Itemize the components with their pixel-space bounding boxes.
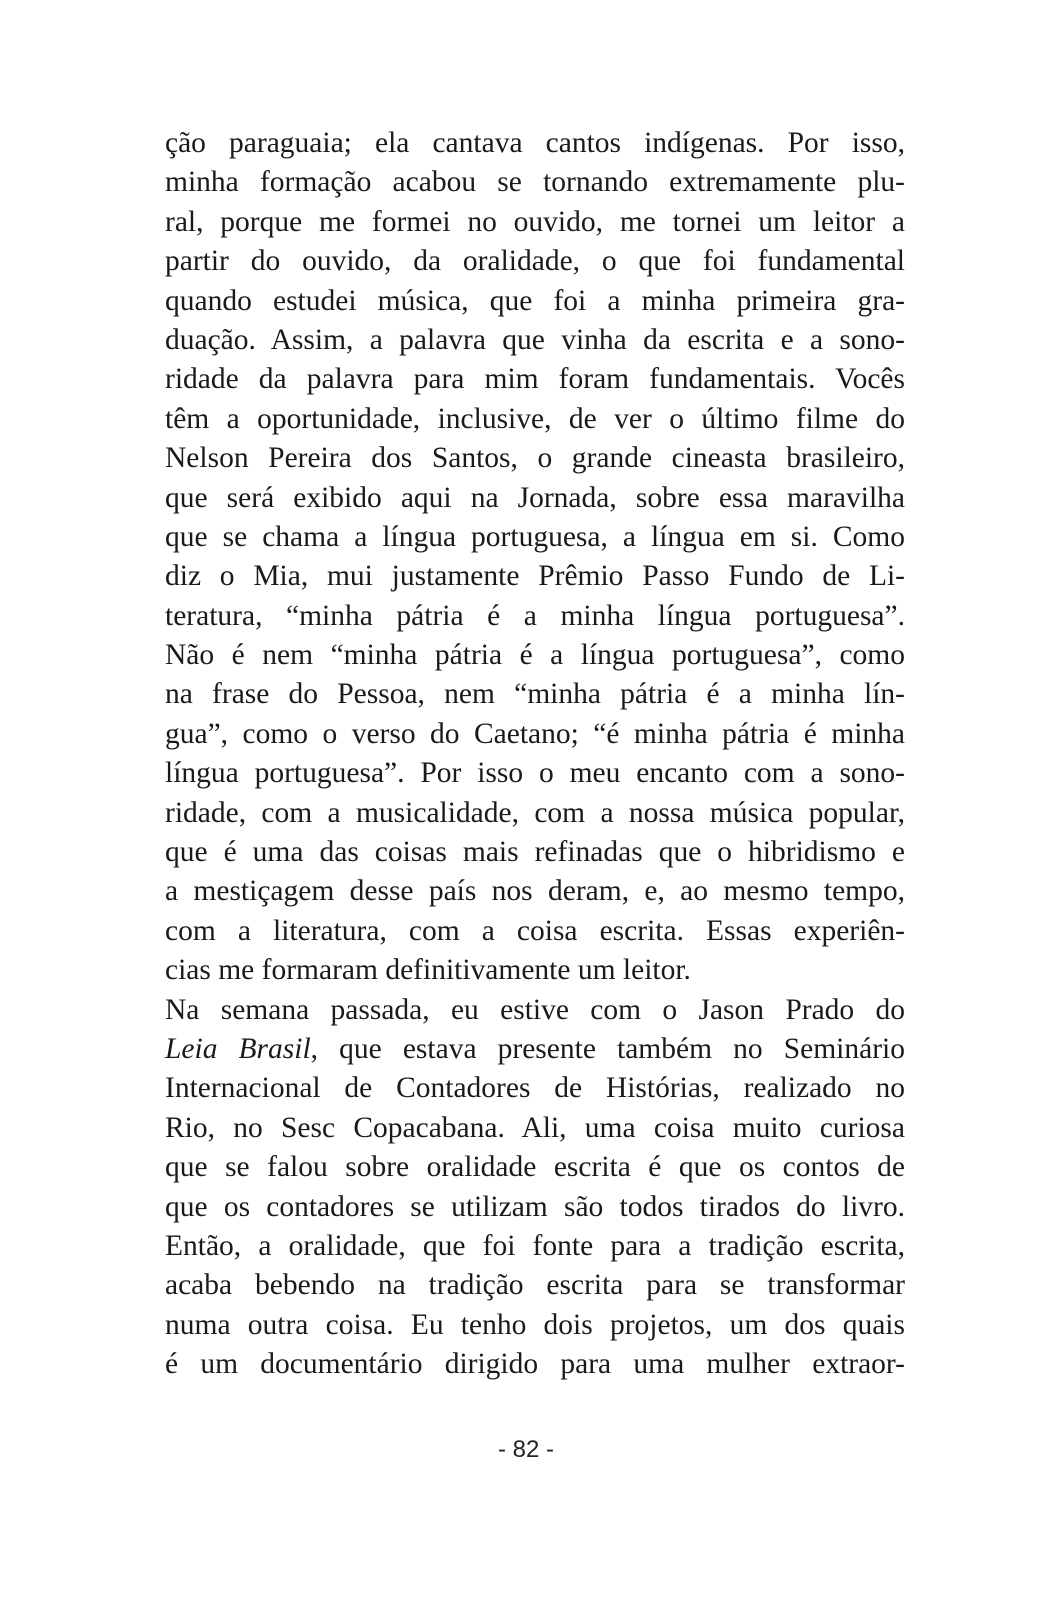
text-line: com a literatura, com a coisa escrita. Essas experiên-	[165, 914, 905, 947]
text-line: que é uma das coisas mais refinadas que o hibridismo e	[165, 836, 905, 869]
text-line: na frase do Pessoa, nem “minha pátria é a minha lín-	[165, 678, 905, 711]
text-line: teratura, “minha pátria é a minha língua portuguesa”.	[165, 599, 905, 632]
text-line: é um documentário dirigido para uma mulher extraor-	[165, 1348, 905, 1381]
text-line: que será exibido aqui na Jornada, sobre essa maravilha	[165, 481, 905, 514]
text-line: que se chama a língua portuguesa, a língua em si. Como	[165, 520, 905, 553]
paragraph-end-line: cias me formaram definitivamente um leitor.	[165, 954, 691, 987]
text-line: acaba bebendo na tradição escrita para se transformar	[165, 1269, 905, 1302]
text-line: Então, a oralidade, que foi fonte para a tradição escrita,	[165, 1229, 905, 1262]
text-line: partir do ouvido, da oralidade, o que foi fundamental	[165, 245, 905, 278]
text-line: ridade, com a musicalidade, com a nossa música popular,	[165, 796, 905, 829]
text-line: ral, porque me formei no ouvido, me tornei um leitor a	[165, 205, 905, 238]
text-line: ridade da palavra para mim foram fundamentais. Vocês	[165, 363, 905, 396]
text-line: Nelson Pereira dos Santos, o grande cineasta brasileiro,	[165, 442, 905, 475]
italic-title: Leia Brasil	[165, 1032, 311, 1065]
text-line: a mestiçagem desse país nos deram, e, ao mesmo tempo,	[165, 875, 905, 908]
text-line: minha formação acabou se tornando extremamente plu-	[165, 166, 905, 199]
text-line: numa outra coisa. Eu tenho dois projetos, um dos quais	[165, 1308, 905, 1341]
text-line: gua”, como o verso do Caetano; “é minha pátria é minha	[165, 717, 905, 750]
text-line: Não é nem “minha pátria é a língua portuguesa”, como	[165, 639, 905, 672]
text-line: diz o Mia, mui justamente Prêmio Passo Fundo de Li-	[165, 560, 905, 593]
text-line: duação. Assim, a palavra que vinha da escrita e a sono-	[165, 323, 905, 356]
text-fragment: , que estava presente também no Seminário	[310, 1032, 905, 1065]
text-line: que os contadores se utilizam são todos tirados do livro.	[165, 1190, 905, 1223]
text-line: Na semana passada, eu estive com o Jason Prado do	[165, 993, 905, 1026]
text-line: que se falou sobre oralidade escrita é que os contos de	[165, 1151, 905, 1184]
text-line: têm a oportunidade, inclusive, de ver o último filme do	[165, 402, 905, 435]
text-line: língua portuguesa”. Por isso o meu encanto com a sono-	[165, 757, 905, 790]
text-line: ção paraguaia; ela cantava cantos indígenas. Por isso,	[165, 127, 905, 159]
text-line-with-italic	[165, 1030, 905, 1069]
body-text	[165, 124, 905, 1385]
text-line: Internacional de Contadores de Histórias, realizado no	[165, 1072, 905, 1105]
page-number: - 82 -	[497, 1436, 554, 1463]
text-line: quando estudei música, que foi a minha primeira gra-	[165, 284, 905, 317]
text-line: Rio, no Sesc Copacabana. Ali, uma coisa muito curiosa	[165, 1111, 905, 1144]
